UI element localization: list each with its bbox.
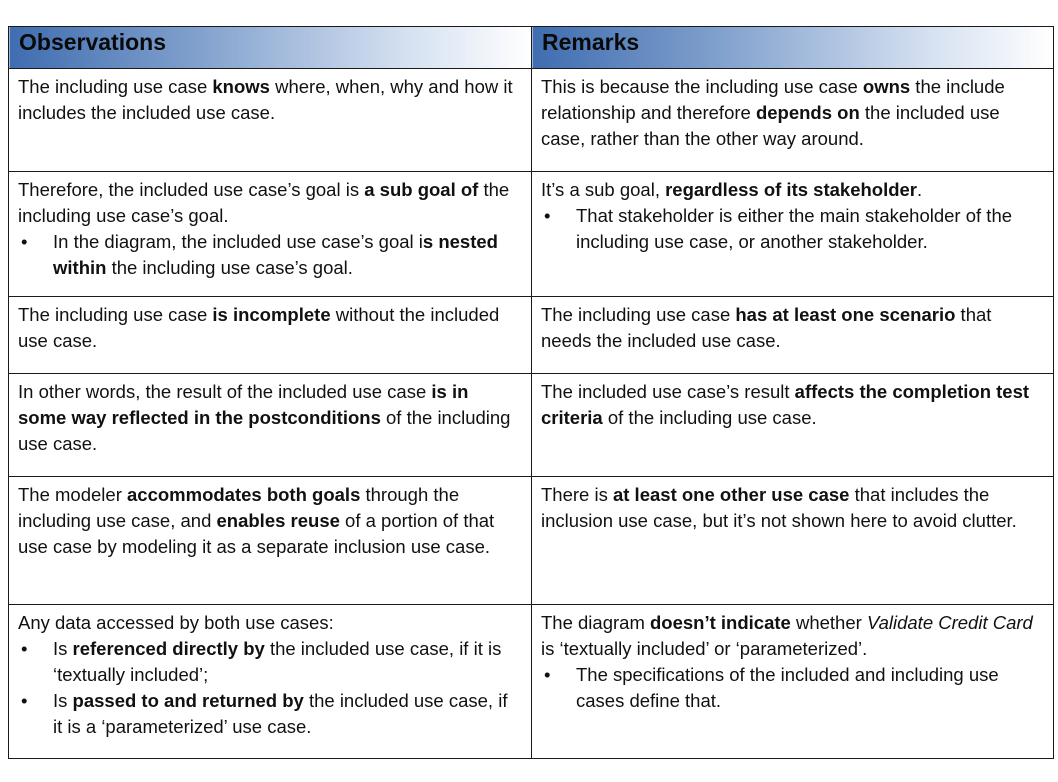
remark-cell [532, 477, 1054, 605]
remark-text: The including use case has at least one scenario that needs the included use case. [541, 304, 992, 351]
remark-text: There is at least one other use case that includes the inclusion use case, but it’s not shown here to avoid clutter. [541, 484, 1017, 531]
table-row [9, 605, 1054, 759]
bullet-glyph: • [544, 664, 551, 685]
remark-text: It’s a sub goal, regardless of its stakeholder. [541, 179, 923, 200]
remark-cell [532, 69, 1054, 172]
remark-cell [532, 374, 1054, 477]
bullet-item: • That stakeholder is either the main stakeholder of the including use case, or another stakeholder. [544, 205, 1013, 252]
bullet-item: • The specifications of the included and including use cases define that. [544, 664, 999, 711]
header-remarks: Remarks [532, 27, 1054, 69]
table-row [9, 477, 1054, 605]
bullet-glyph: • [21, 690, 28, 711]
observation-cell [9, 69, 532, 172]
observations-remarks-table [8, 26, 1054, 759]
observation-text: In other words, the result of the included use case is in some way reflected in the postconditions of the including use case. [18, 381, 511, 454]
observation-cell [9, 374, 532, 477]
bullet-glyph: • [21, 231, 28, 252]
bullet-item: • In the diagram, the included use case’s goal is nested within the including use case’s goal. [21, 231, 498, 278]
remark-cell [532, 605, 1054, 759]
observation-text: The including use case knows where, when, why and how it includes the included use case. [18, 76, 513, 123]
observation-text: Therefore, the included use case’s goal is a sub goal of the including use case’s goal. [18, 179, 510, 226]
observation-cell [9, 172, 532, 297]
table-row [9, 69, 1054, 172]
remark-text: The diagram doesn’t indicate whether Validate Credit Card is ‘textually included’ or ‘parameterized’. [541, 612, 1033, 659]
bullet-glyph: • [21, 638, 28, 659]
bullet-glyph: • [544, 205, 551, 226]
remark-text: This is because the including use case owns the include relationship and therefore depends on the included use case, rather than the other way around. [541, 76, 1005, 149]
observation-cell [9, 297, 532, 374]
table-row [9, 297, 1054, 374]
header-row [9, 27, 1054, 69]
header-observations: Observations [9, 27, 532, 69]
observation-text: The modeler accommodates both goals through the including use case, and enables reuse of a portion of that use case by modeling it as a separate inclusion use case. [18, 484, 495, 557]
observation-cell [9, 477, 532, 605]
remark-cell [532, 297, 1054, 374]
observation-text: Any data accessed by both use cases: [18, 612, 334, 633]
remark-text: The included use case’s result affects the completion test criteria of the including use case. [541, 381, 1030, 428]
observation-text: The including use case is incomplete without the included use case. [18, 304, 500, 351]
observation-cell [9, 605, 532, 759]
table-row [9, 374, 1054, 477]
bullet-item: • Is passed to and returned by the included use case, if it is a ‘parameterized’ use case. [21, 690, 508, 737]
bullet-item: • Is referenced directly by the included use case, if it is ‘textually included’; [21, 638, 502, 685]
remark-cell [532, 172, 1054, 297]
table-row [9, 172, 1054, 297]
